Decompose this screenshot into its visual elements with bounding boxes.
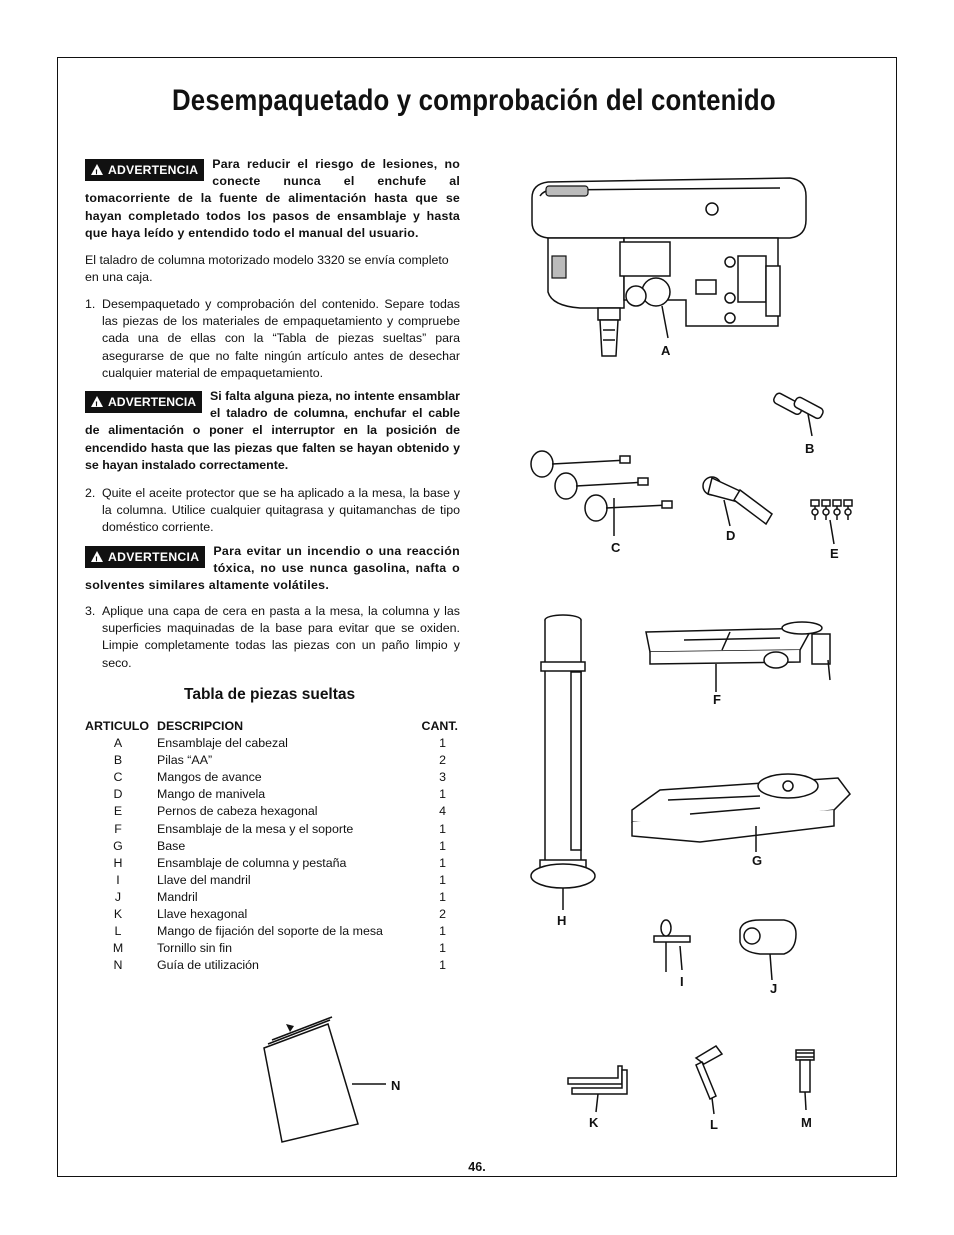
page-number: 46. — [468, 1160, 486, 1174]
qty-cell: 4 — [439, 804, 446, 819]
description-cell: Ensamblaje de la mesa y el soporte — [157, 821, 354, 836]
qty-cell: 1 — [439, 736, 446, 751]
item-cell: N — [113, 958, 123, 973]
qty-cell: 3 — [439, 770, 446, 785]
batteries-drawing — [772, 387, 824, 436]
step-text: Quite el aceite protector que se ha aplicado a la mesa, la base y la columna. Utilice cualquier quitagrasa y quitamanchas de tipo doméstico corriente. — [102, 486, 460, 535]
description-cell: Mango de fijación del soporte de la mesa — [157, 924, 383, 939]
step-text: Desempaquetado y comprobación del contenido. Separe todas las piezas de los materiales de empaquetamiento y compruebe cada una de ellas con la “Tabla de piezas sueltas” para asegurarse de que no falte ningún artículo antes de desechar cualquier material de empaquetamiento. — [102, 297, 460, 380]
head-assembly-drawing — [532, 178, 806, 356]
step-number: 1. — [85, 297, 96, 311]
qty-cell: 2 — [439, 753, 446, 768]
intro-paragraph: El taladro de columna motorizado modelo 3320 se envía completo en una caja. — [85, 253, 449, 285]
item-cell: F — [114, 821, 122, 836]
feed-handles-drawing — [531, 451, 672, 536]
table-drawing — [646, 622, 830, 692]
description-cell: Llave hexagonal — [157, 907, 248, 922]
label-I: I — [680, 974, 684, 989]
label-N: N — [391, 1078, 401, 1093]
item-cell: H — [113, 855, 123, 870]
description-cell: Pernos de cabeza hexagonal — [157, 804, 318, 819]
warning-text: Si falta alguna pieza, no intente ensamblar el taladro de columna, enchufar el cable de alimentación o poner el interruptor en la posición de encendido hasta que las piezas que falten se hayan obtenido y se hayan instalado correctamente. — [85, 389, 460, 472]
step-number: 2. — [85, 486, 96, 500]
parts-table-title: Tabla de piezas sueltas — [184, 686, 356, 703]
description-cell: Mangos de avance — [157, 770, 262, 785]
label-B: B — [805, 441, 815, 456]
manual-drawing — [264, 1017, 386, 1142]
description-cell: Pilas “AA” — [157, 753, 213, 768]
chuck-drawing — [740, 920, 796, 980]
label-M: M — [801, 1115, 812, 1130]
label-J: J — [770, 981, 778, 996]
label-G: G — [752, 853, 763, 868]
label-D: D — [726, 528, 736, 543]
header-qty: CANT. — [421, 719, 458, 733]
qty-cell: 1 — [439, 941, 446, 956]
item-cell: K — [113, 907, 123, 922]
description-cell: Mango de manivela — [157, 787, 266, 802]
label-K: K — [589, 1115, 599, 1130]
label-A: A — [661, 343, 671, 358]
warning-badge: !ADVERTENCIA — [85, 159, 204, 181]
qty-cell: 1 — [439, 872, 446, 887]
item-cell: D — [113, 787, 123, 802]
description-cell: Llave del mandril — [157, 872, 251, 887]
item-cell: E — [113, 804, 123, 819]
worm-screw-drawing — [796, 1050, 814, 1110]
lock-handle-drawing — [696, 1046, 722, 1114]
item-cell: C — [113, 770, 123, 785]
item-cell: G — [113, 838, 123, 853]
base-drawing — [632, 774, 850, 852]
header-item: ARTICULO — [85, 719, 150, 733]
step-number: 3. — [85, 604, 96, 618]
item-cell: L — [114, 924, 122, 939]
warning-text: Para evitar un incendio o una reacción tóxica, no use nunca gasolina, nafta o solventes similares altamente volátiles. — [85, 544, 460, 593]
label-C: C — [611, 540, 621, 555]
header-description: DESCRIPCION — [157, 719, 244, 733]
crank-handle-drawing — [703, 477, 772, 526]
item-cell: J — [114, 889, 122, 904]
description-cell: Base — [157, 838, 186, 853]
item-cell: I — [116, 872, 120, 887]
item-cell: M — [112, 941, 124, 956]
qty-cell: 1 — [439, 821, 446, 836]
qty-cell: 1 — [439, 889, 446, 904]
description-cell: Mandril — [157, 889, 198, 904]
label-H: H — [557, 913, 567, 928]
item-cell: A — [113, 736, 123, 751]
qty-cell: 2 — [439, 907, 446, 922]
item-cell: B — [113, 753, 123, 768]
step-text: Aplique una capa de cera en pasta a la mesa, la columna y las superficies maquinadas de la base para evitar que se oxiden. Limpie completamente todas las piezas con un paño limpio y seco. — [102, 604, 460, 670]
description-cell: Ensamblaje de columna y pestaña — [157, 855, 347, 870]
hex-bolts-drawing — [811, 500, 852, 544]
qty-cell: 1 — [439, 787, 446, 802]
label-L: L — [710, 1117, 718, 1132]
description-cell: Tornillo sin fin — [157, 941, 233, 956]
warning-badge: !ADVERTENCIA — [85, 391, 202, 413]
description-cell: Guía de utilización — [157, 958, 259, 973]
label-F: F — [713, 692, 721, 707]
label-E: E — [830, 546, 839, 561]
warning-badge: !ADVERTENCIA — [85, 546, 205, 568]
column-drawing — [531, 615, 595, 910]
hex-keys-drawing — [568, 1066, 627, 1112]
warning-text: Para reducir el riesgo de lesiones, no conecte nunca el enchufe al tomacorriente de la fuente de alimentación hasta que se hayan completado todos los pasos de ensamblaje y hasta que haya leído y entendido todo el manual del usuario. — [85, 157, 460, 240]
qty-cell: 1 — [439, 958, 446, 973]
page-title: Desempaquetado y comprobación del contenido — [172, 84, 776, 117]
qty-cell: 1 — [439, 924, 446, 939]
qty-cell: 1 — [439, 855, 446, 870]
chuck-key-drawing — [654, 920, 690, 972]
description-cell: Ensamblaje del cabezal — [157, 736, 288, 751]
qty-cell: 1 — [439, 838, 446, 853]
